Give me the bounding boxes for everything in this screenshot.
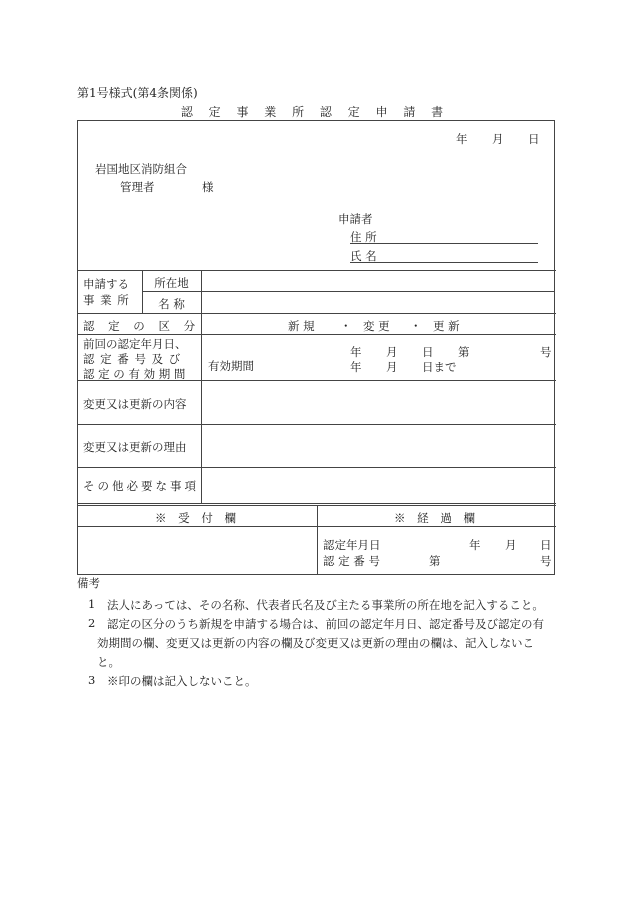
cert-month-unit: 月	[505, 538, 517, 552]
category-separator: ・	[340, 319, 352, 333]
date-month-unit: 月	[492, 132, 504, 146]
change-content-field[interactable]	[202, 381, 555, 424]
category-new-option[interactable]: 新 規	[288, 319, 315, 333]
office-name-field[interactable]	[202, 292, 555, 313]
previous-year-unit: 年	[350, 345, 362, 359]
address-label: 住 所	[350, 230, 377, 244]
validity-year-unit: 年	[350, 360, 362, 374]
note-1-text: 法人にあっては、その名称、代表者氏名及び主たる事業所の所在地を記入すること。	[107, 598, 544, 612]
addressee-title: 管理者	[120, 180, 155, 194]
change-reason-label: 変更又は更新の理由	[83, 440, 187, 454]
office-location-label: 所在地	[154, 276, 189, 290]
notes-heading: 備考	[77, 576, 100, 590]
note-1-number: 1	[88, 597, 96, 611]
note-2-text-line2: 効期間の欄、変更又は更新の内容の欄及び変更又は更新の理由の欄は、記入しないこ	[97, 636, 534, 650]
other-matters-label: その他必要な事項	[83, 479, 199, 493]
category-separator: ・	[410, 319, 422, 333]
grid-line	[78, 503, 556, 504]
cert-year-unit: 年	[469, 538, 481, 552]
office-location-field[interactable]	[202, 271, 555, 291]
grid-line	[78, 334, 556, 335]
previous-label-line3: 認 定 の 有 効 期 間	[83, 367, 186, 381]
date-year-unit: 年	[456, 132, 468, 146]
validity-month-unit: 月	[386, 360, 398, 374]
reception-column-label: ※ 受 付 欄	[155, 511, 240, 525]
validity-until-label: 日まで	[422, 360, 457, 374]
note-3-text: ※印の欄は記入しないこと。	[107, 674, 257, 688]
category-change-option[interactable]: 変 更	[363, 319, 390, 333]
office-label-line1: 申請する	[83, 277, 129, 291]
validity-period-label: 有効期間	[208, 359, 254, 373]
addressee-organization: 岩国地区消防組合	[95, 162, 187, 176]
previous-label-line2: 認 定 番 号 及 び	[83, 352, 182, 366]
previous-number-suffix: 号	[540, 345, 552, 359]
cert-day-unit: 日	[540, 538, 552, 552]
date-day-unit: 日	[528, 132, 540, 146]
note-2-text-line1: 認定の区分のうち新規を申請する場合は、前回の認定年月日、認定番号及び認定の有	[107, 617, 544, 631]
change-reason-field[interactable]	[202, 425, 555, 467]
note-3-number: 3	[88, 673, 96, 687]
document-title: 認 定 事 業 所 認 定 申 請 書	[180, 105, 450, 119]
category-label: 認 定 の 区 分	[83, 319, 201, 333]
previous-label-line1: 前回の認定年月日、	[83, 337, 187, 351]
note-2-number: 2	[88, 616, 96, 630]
grid-line	[78, 313, 556, 314]
previous-day-unit: 日	[422, 345, 434, 359]
applicant-name-field[interactable]	[350, 248, 538, 263]
applicant-label: 申請者	[338, 212, 373, 226]
cert-number-label: 認 定 番 号	[323, 554, 380, 568]
category-renewal-option[interactable]: 更 新	[433, 319, 460, 333]
cert-number-suffix: 号	[540, 554, 552, 568]
note-2-text-line3: と。	[97, 655, 120, 669]
progress-column-label: ※ 経 過 欄	[394, 511, 479, 525]
previous-month-unit: 月	[386, 345, 398, 359]
change-content-label: 変更又は更新の内容	[83, 397, 187, 411]
form-number: 第1号様式(第4条関係)	[77, 86, 198, 100]
other-matters-field[interactable]	[202, 468, 555, 503]
office-label-line2: 事 業 所	[83, 293, 130, 307]
cert-number-prefix: 第	[429, 554, 441, 568]
applicant-address-field[interactable]	[350, 229, 538, 244]
application-form-frame	[77, 120, 555, 575]
addressee-suffix: 様	[202, 180, 214, 194]
previous-number-prefix: 第	[458, 345, 470, 359]
name-label: 氏 名	[350, 249, 377, 263]
office-name-label: 名 称	[158, 297, 185, 311]
cert-date-label: 認定年月日	[323, 538, 381, 552]
